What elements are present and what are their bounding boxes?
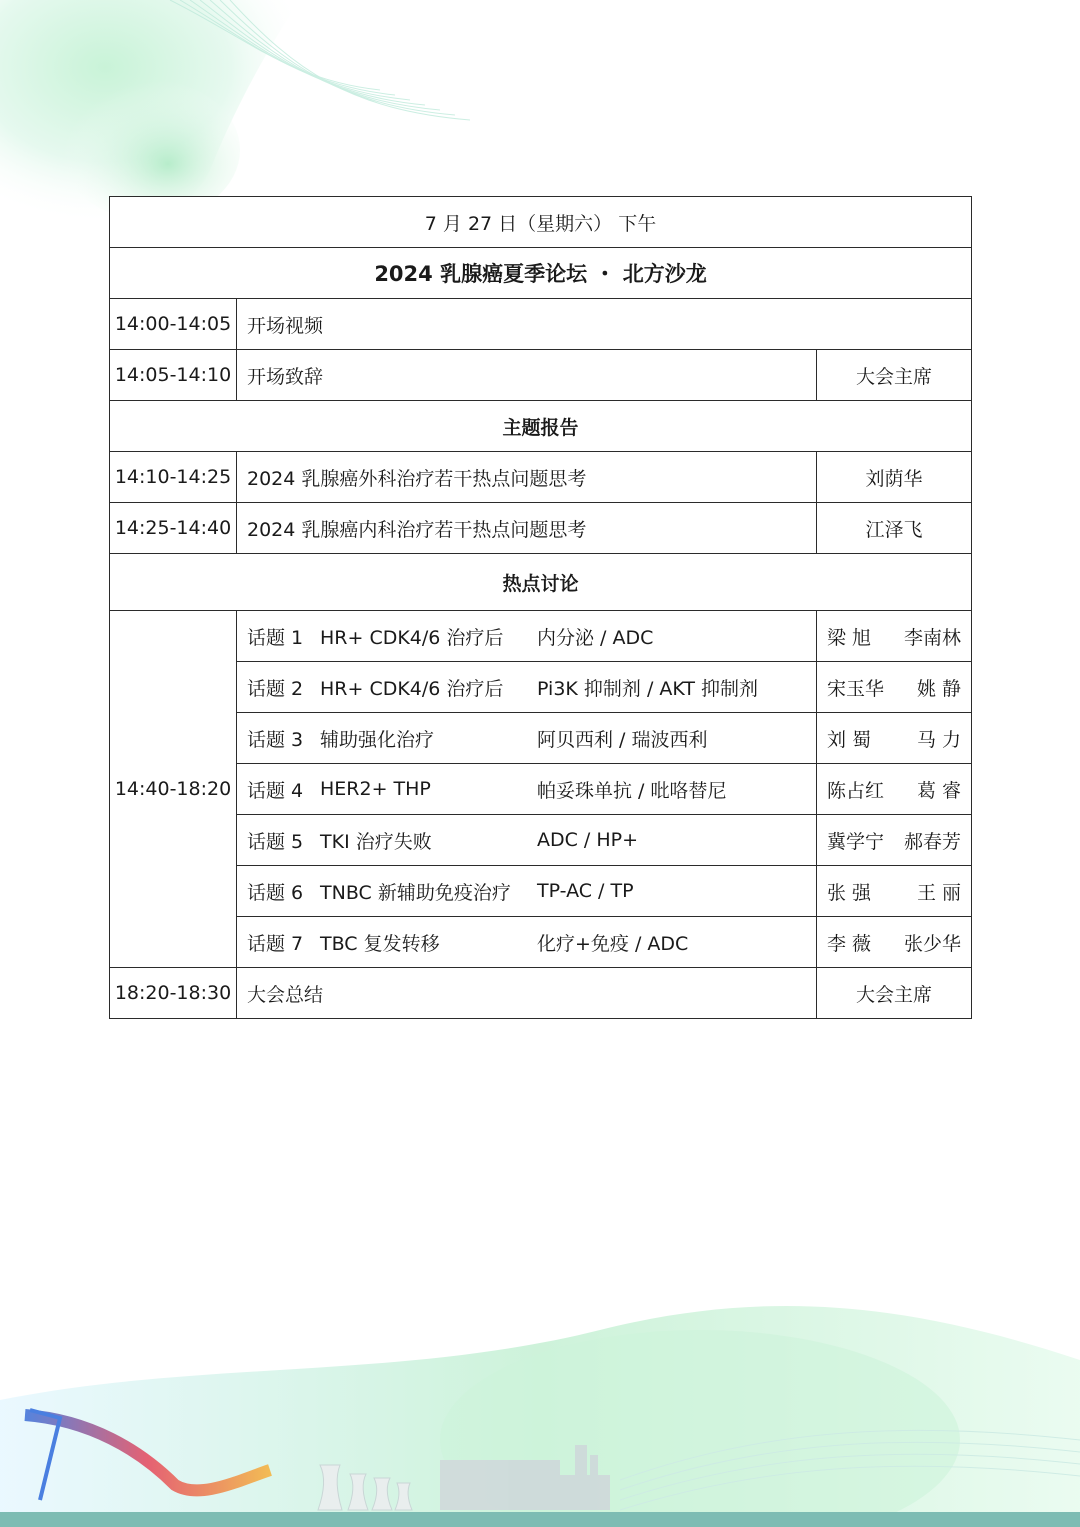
schedule-table xyxy=(109,196,972,1019)
agenda-row xyxy=(110,452,972,503)
section-heading-keynote: 主题报告 xyxy=(110,401,972,452)
forum-title-row xyxy=(110,248,972,299)
topic-treatment: ADC / HP+ xyxy=(537,829,639,851)
speaker: 梁 旭 xyxy=(827,626,872,649)
date-heading: 7 月 27 日（星期六） 下午 xyxy=(110,197,972,248)
topic-treatment: 化疗+免疫 / ADC xyxy=(537,932,689,955)
topic-treatment: Pi3K 抑制剂 / AKT 抑制剂 xyxy=(537,677,759,700)
speaker: 宋玉华 xyxy=(827,677,885,700)
topic-row xyxy=(110,611,972,662)
topic-subject: HR+ CDK4/6 治疗后 xyxy=(320,626,504,649)
date-row xyxy=(110,197,972,248)
speaker: 李南林 xyxy=(904,626,962,649)
section-row xyxy=(110,401,972,452)
topic-row xyxy=(110,866,972,917)
topic-subject: 辅助强化治疗 xyxy=(320,728,435,751)
forum-title: 2024 乳腺癌夏季论坛 ・ 北方沙龙 xyxy=(110,248,972,299)
agenda-title: 2024 乳腺癌内科治疗若干热点问题思考 xyxy=(237,503,817,554)
topic-subject: TBC 复发转移 xyxy=(320,932,440,955)
topic-row xyxy=(110,917,972,968)
topic-number: 话题 3 xyxy=(247,728,304,751)
agenda-row xyxy=(110,503,972,554)
section-row xyxy=(110,554,972,611)
speaker: 陈占红 xyxy=(827,779,885,802)
topic-number: 话题 2 xyxy=(247,677,304,700)
speaker: 葛 睿 xyxy=(916,779,962,802)
topic-number: 话题 1 xyxy=(247,626,304,649)
topic-subject: HR+ CDK4/6 治疗后 xyxy=(320,677,504,700)
topic-number: 话题 5 xyxy=(247,830,304,853)
topic-subject: TKI 治疗失败 xyxy=(320,830,432,853)
speaker: 大会主席 xyxy=(817,350,972,401)
topic-row xyxy=(110,815,972,866)
agenda-row xyxy=(110,299,972,350)
topic-subject: HER2+ THP xyxy=(320,778,431,800)
section-heading-discussion: 热点讨论 xyxy=(110,554,972,611)
topic-subject: TNBC 新辅助免疫治疗 xyxy=(320,881,511,904)
topic-treatment: 帕妥珠单抗 / 吡咯替尼 xyxy=(537,779,727,802)
speaker: 张 强 xyxy=(827,881,872,904)
speaker: 李 薇 xyxy=(827,932,872,955)
speaker: 郝春芳 xyxy=(904,830,962,853)
agenda-row xyxy=(110,968,972,1019)
speaker: 张少华 xyxy=(904,932,962,955)
topic-treatment: 阿贝西利 / 瑞波西利 xyxy=(537,728,708,751)
agenda-title: 大会总结 xyxy=(237,968,817,1019)
topic-number: 话题 4 xyxy=(247,779,304,802)
time-slot: 18:20-18:30 xyxy=(110,968,237,1019)
time-slot: 14:00-14:05 xyxy=(110,299,237,350)
time-slot: 14:10-14:25 xyxy=(110,452,237,503)
agenda-title: 2024 乳腺癌外科治疗若干热点问题思考 xyxy=(237,452,817,503)
agenda-title: 开场视频 xyxy=(237,299,972,350)
speaker: 马 力 xyxy=(916,728,962,751)
agenda-row xyxy=(110,350,972,401)
topic-row xyxy=(110,764,972,815)
time-slot: 14:05-14:10 xyxy=(110,350,237,401)
topic-treatment: TP-AC / TP xyxy=(537,880,634,902)
topic-row xyxy=(110,662,972,713)
topic-number: 话题 6 xyxy=(247,881,304,904)
time-slot: 14:25-14:40 xyxy=(110,503,237,554)
speaker: 刘 蜀 xyxy=(827,728,872,751)
speaker: 冀学宁 xyxy=(827,830,885,853)
speaker: 王 丽 xyxy=(916,881,962,904)
topic-row xyxy=(110,713,972,764)
speaker: 大会主席 xyxy=(817,968,972,1019)
topic-number: 话题 7 xyxy=(247,932,304,955)
speaker: 江泽飞 xyxy=(817,503,972,554)
speaker: 刘荫华 xyxy=(817,452,972,503)
agenda-title: 开场致辞 xyxy=(237,350,817,401)
time-slot: 14:40-18:20 xyxy=(110,611,237,968)
topic-treatment: 内分泌 / ADC xyxy=(537,626,654,649)
speaker: 姚 静 xyxy=(916,677,962,700)
